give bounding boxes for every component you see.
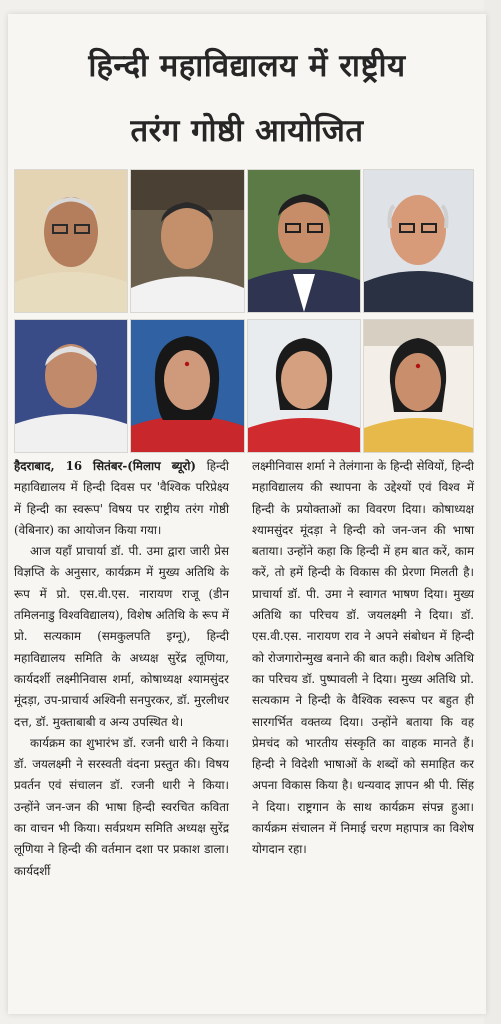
article-lead: हिन्दी महाविद्यालय में हिन्दी दिवस पर 'वैश्विक परिप्रेक्ष्य में हिन्दी का स्वरूप' विषय पर राष्ट्रीय तरंग गोष्ठी (वेबिनार) का आयोजन किया गया। — [14, 459, 229, 537]
portrait-elderly-man-glasses — [14, 169, 128, 313]
article-column-left — [14, 456, 229, 882]
headline-line-1: हिन्दी महाविद्यालय में राष्ट्रीय — [88, 48, 406, 84]
article-column-right — [252, 456, 474, 861]
portrait-elderly-man — [130, 169, 245, 313]
article-paragraph: कार्यक्रम का शुभारंभ डॉ. रजनी धारी ने किया। डॉ. जयलक्ष्मी ने सरस्वती वंदना प्रस्तुत की। विषय प्रवर्तन एवं संचालन डॉ. रजनी धारी ने किया। उन्होंने जन-जन की भाषा हिन्दी स्वरचित कविता का वाचन भी किया। सर्वप्रथम समिति अध्यक्ष सुरेंद्र लूणिया ने हिन्दी की वर्तमान दशा पर प्रकाश डाला। कार्यदर्शी — [14, 735, 229, 878]
portrait-woman-bindi — [130, 319, 245, 453]
page-fold-shadow — [484, 0, 501, 1024]
portrait-woman-red-saree — [247, 319, 361, 453]
portrait-bald-man-glasses — [363, 169, 474, 313]
portrait-elderly-man-white — [14, 319, 128, 453]
newspaper-clipping — [8, 14, 486, 1014]
portrait-man-glasses-suit — [247, 169, 361, 313]
headline-line-2: तरंग गोष्ठी आयोजित — [130, 113, 364, 149]
article-dateline: हैदराबाद, 16 सितंबर-(मिलाप ब्यूरो) — [14, 459, 197, 473]
article-paragraph: लक्ष्मीनिवास शर्मा ने तेलंगाना के हिन्दी सेवियों, हिन्दी महाविद्यालय की स्थापना के उद्देश्यों एवं विश्व में हिन्दी के प्रयोक्ताओं का विवरण दिया। कोषाध्यक्ष श्यामसुंदर मूंदड़ा ने हिन्दी को जन-जन की भाषा बताया। उन्होंने कहा कि हिन्दी में हम बात करें, काम करें, तो हमें हिन्दी के विकास की प्रेरणा मिलती है। प्राचार्या डॉ. पी. उमा ने स्वागत भाषण दिया। मुख्य अतिथि का परिचय डॉ. जयलक्ष्मी ने दिया। डॉ. एस.वी.एस. नारायण राव ने अपने संबोधन में हिन्दी को रोजगारोन्मुख बनाने की बात कही। विशेष अतिथि का परिचय डॉ. पुष्पावली ने दिया। मुख्य अतिथि प्रो. सत्यकाम ने हिन्दी के वैश्विक स्वरूप पर बहुत ही सारगर्भित वक्तव्य दिया। उन्होंने बताया कि वह प्रेमचंद को भारतीय संस्कृति का वाहक मानते हैं। हिन्दी ने विदेशी भाषाओं के शब्दों को समाहित कर अपना विकास किया है। धन्यवाद ज्ञापन श्री पी. सिंह ने दिया। राष्ट्रगान के साथ कार्यक्रम संपन्न हुआ। कार्यक्रम संचालन में निमाई चरण महापात्र का विशेष योगदान रहा। — [252, 459, 474, 857]
portrait-woman-smiling — [363, 319, 474, 453]
article-paragraph — [14, 456, 229, 541]
photo-grid — [14, 169, 472, 451]
article-paragraph: आज यहाँ प्राचार्या डॉ. पी. उमा द्वारा जारी प्रेस विज्ञप्ति के अनुसार, कार्यक्रम में मुख्य अतिथि के रूप में प्रो. एस.वी.एस. नारायण राजू (डीन तमिलनाडु विश्वविद्यालय), विशेष अतिथि के रूप में प्रो. सत्यकाम (समकुलपति इग्नू), हिन्दी महाविद्यालय समिति के अध्यक्ष सुरेंद्र लूणिया, कार्यदर्शी लक्ष्मीनिवास शर्मा, कोषाध्यक्ष श्यामसुंदर मूंदड़ा, उप-प्राचार्य अश्विनी सनपुरकर, डॉ. मुरलीधर दत्त, डॉ. मुक्ताबाबी व अन्य उपस्थित थे। — [14, 544, 229, 729]
